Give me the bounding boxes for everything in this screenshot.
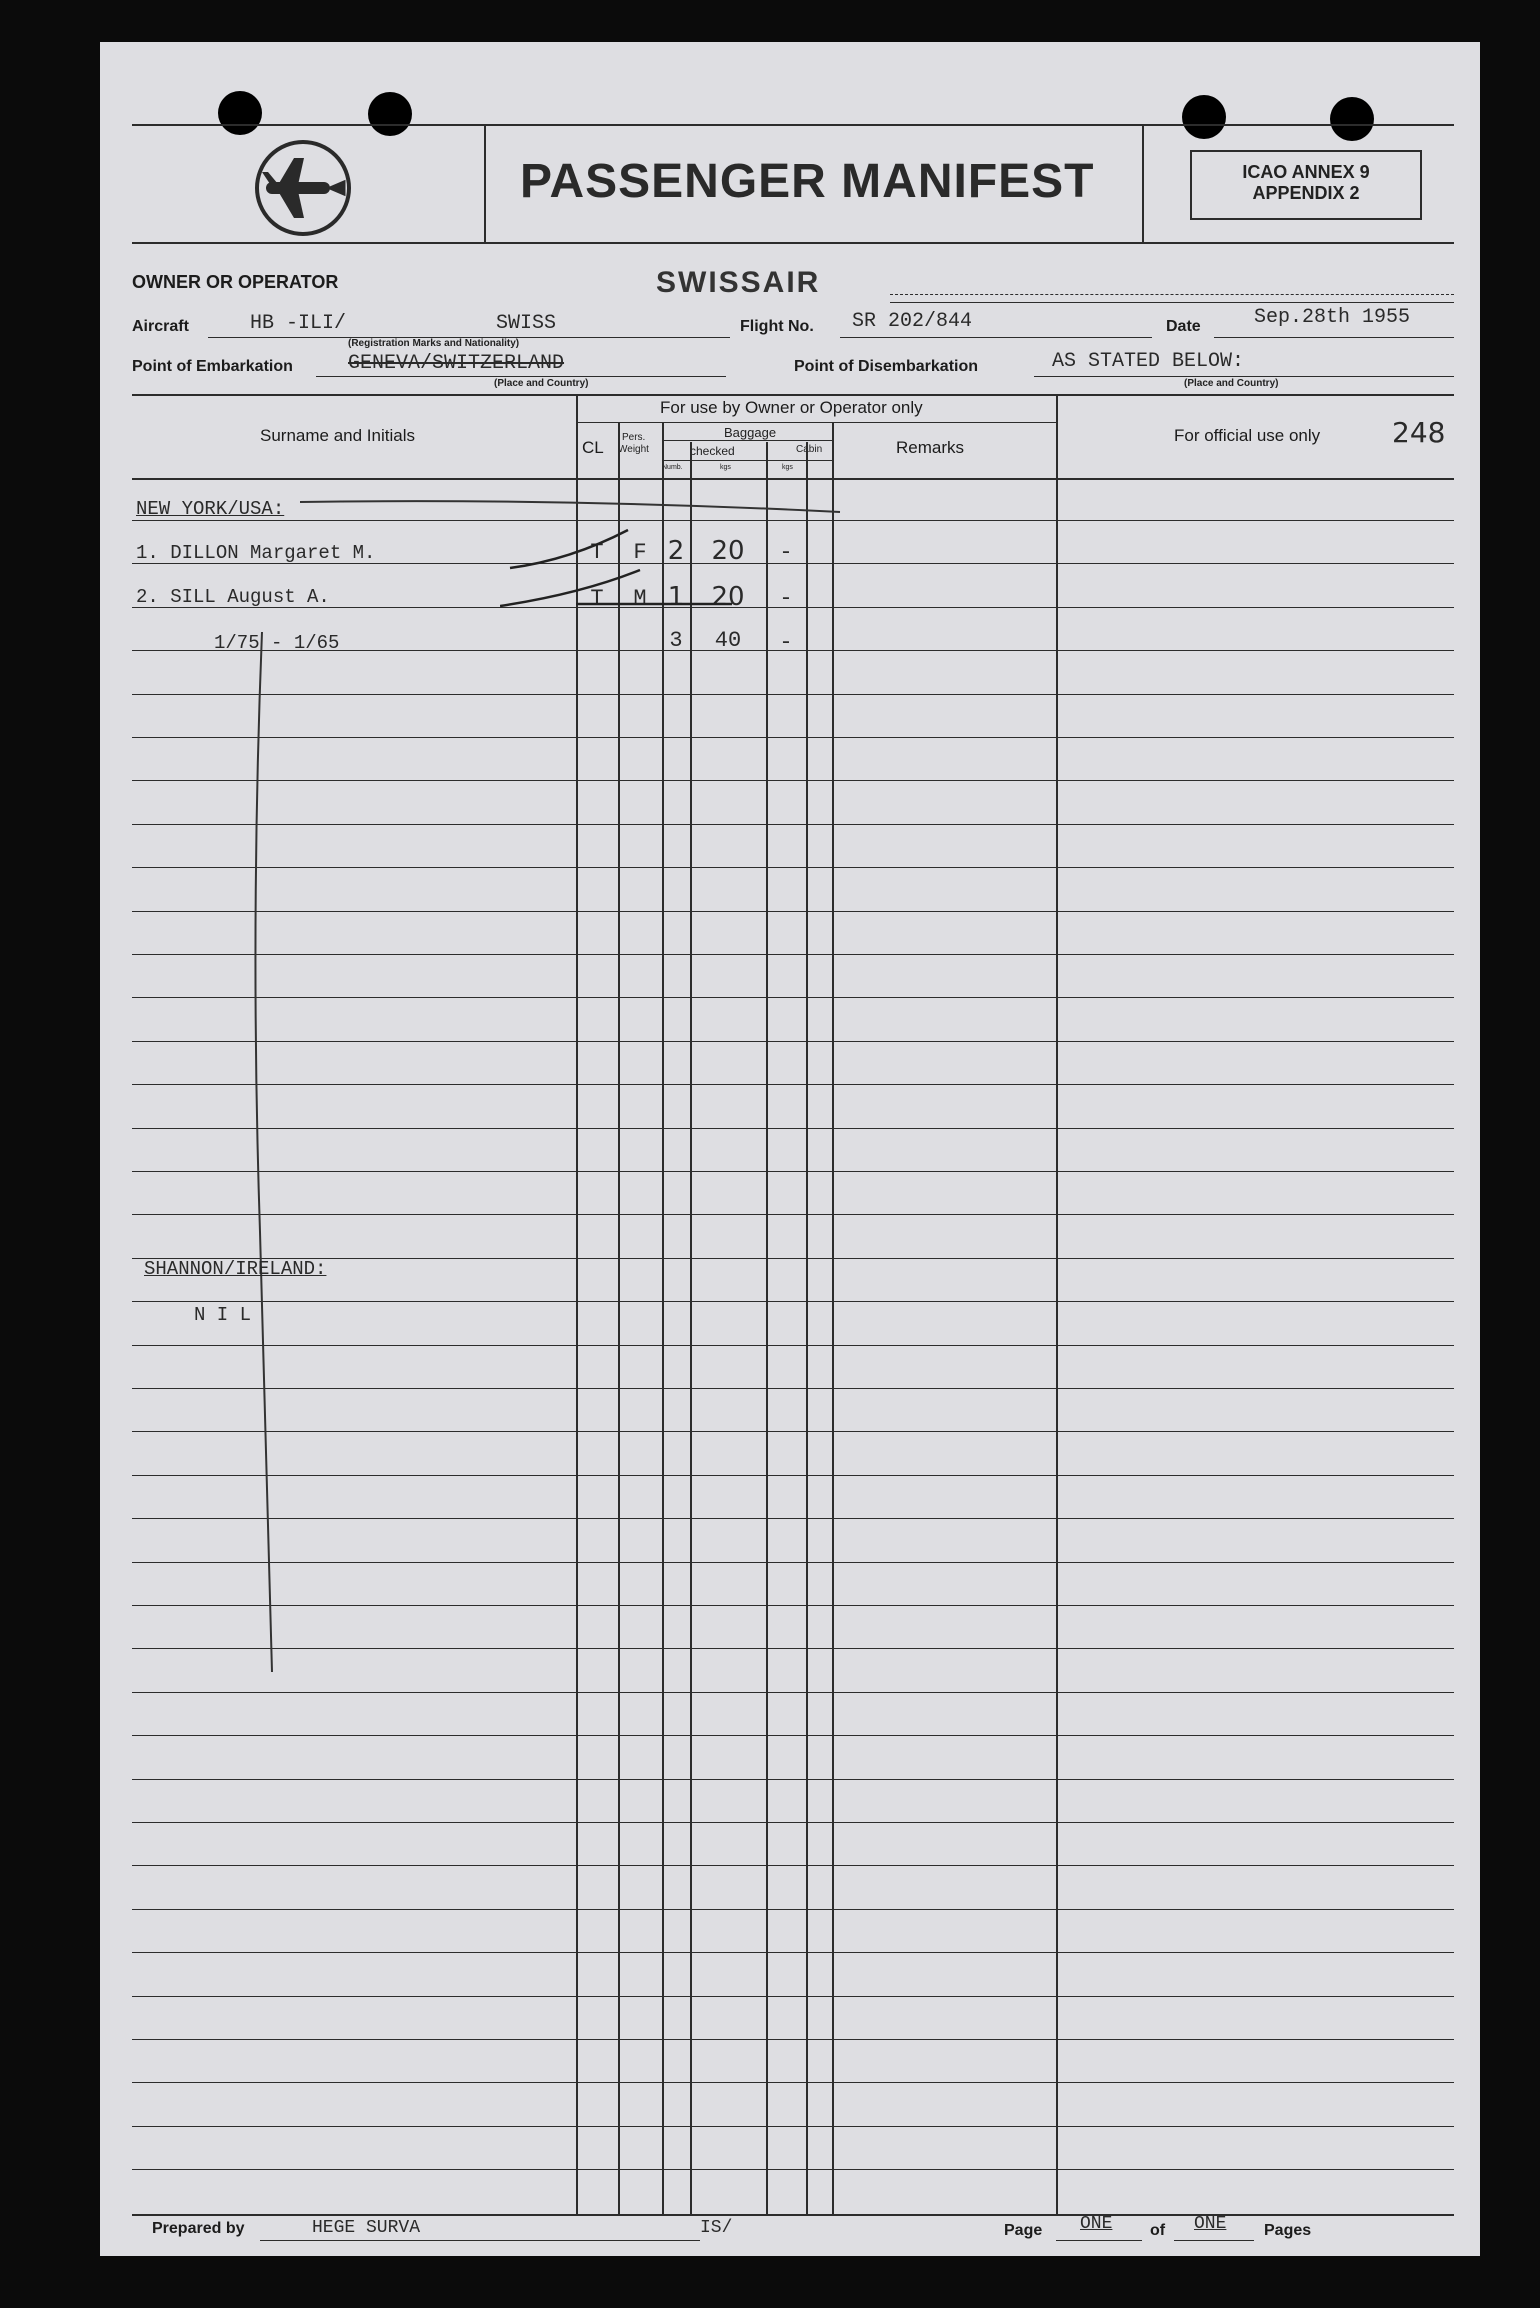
owner-use-header: For use by Owner or Operator only bbox=[660, 398, 923, 417]
official-number: 248 bbox=[1392, 416, 1446, 449]
ruled-line bbox=[132, 867, 1454, 868]
passenger-1-class: T bbox=[590, 540, 604, 565]
ruled-line bbox=[132, 1345, 1454, 1346]
ruled-line bbox=[132, 1562, 1454, 1563]
tick-strokes bbox=[500, 522, 740, 612]
disembarkation-label: Point of Disembarkation bbox=[794, 358, 979, 375]
passenger-1-kgs: 20 bbox=[711, 536, 745, 566]
ruled-line bbox=[132, 1214, 1454, 1215]
ruled-line bbox=[132, 1475, 1454, 1476]
pages-label: Pages bbox=[1264, 2222, 1312, 2239]
owner-label: OWNER OR OPERATOR bbox=[132, 272, 339, 292]
ruled-line bbox=[132, 1128, 1454, 1129]
page-value: ONE bbox=[1080, 2214, 1113, 2234]
pen-bracket-stroke bbox=[250, 632, 290, 1682]
passenger-2-sex: M bbox=[633, 586, 647, 611]
prepared-by-value: HEGE SURVA bbox=[312, 2218, 421, 2238]
ruled-line bbox=[132, 2039, 1454, 2040]
prepared-initials: IS/ bbox=[700, 2218, 733, 2238]
ruled-line bbox=[132, 1648, 1454, 1649]
of-label: of bbox=[1150, 2222, 1166, 2239]
ruled-line bbox=[132, 694, 1454, 695]
pers-header: Pers. bbox=[622, 432, 646, 443]
cabin-kgs-header: kgs bbox=[782, 464, 793, 471]
ruled-line bbox=[132, 1041, 1454, 1042]
ruled-line bbox=[132, 520, 1454, 521]
pen-stroke bbox=[300, 496, 860, 516]
ruled-line bbox=[132, 780, 1454, 781]
punch-hole bbox=[368, 92, 412, 136]
ruled-line bbox=[132, 1735, 1454, 1736]
passenger-2-bags: 1 bbox=[667, 582, 685, 612]
of-value: ONE bbox=[1194, 2214, 1227, 2234]
ruled-line bbox=[132, 1692, 1454, 1693]
icao-annex: ICAO ANNEX 9 bbox=[1242, 162, 1370, 182]
flight-label: Flight No. bbox=[740, 318, 814, 335]
numb-header: Numb. bbox=[662, 464, 683, 471]
icao-box bbox=[1190, 150, 1422, 220]
page-label: Page bbox=[1004, 2222, 1043, 2239]
ruled-line bbox=[132, 954, 1454, 955]
ruled-line bbox=[132, 1171, 1454, 1172]
ruled-line bbox=[132, 1301, 1454, 1302]
embarkation-label: Point of Embarkation bbox=[132, 358, 293, 375]
kgs-header: kgs bbox=[720, 464, 731, 471]
punch-hole bbox=[1182, 95, 1226, 139]
ruled-line bbox=[132, 1822, 1454, 1823]
punch-hole bbox=[218, 91, 262, 135]
embarkation-value: GENEVA/SWITZERLAND bbox=[348, 352, 565, 375]
icao-appendix: APPENDIX 2 bbox=[1252, 183, 1360, 203]
ruled-line bbox=[132, 737, 1454, 738]
checked-header: checked bbox=[690, 444, 735, 458]
nil-entry: N I L bbox=[194, 1304, 252, 1326]
surname-header: Surname and Initials bbox=[260, 426, 415, 445]
ruled-line bbox=[132, 2082, 1454, 2083]
ruled-line bbox=[132, 911, 1454, 912]
owner-value: SWISSAIR bbox=[656, 266, 821, 299]
totals-kgs: 40 bbox=[714, 628, 742, 653]
embarkation-sublabel: (Place and Country) bbox=[494, 378, 589, 389]
passenger-2-name: 2. SILL August A. bbox=[136, 586, 330, 608]
totals-bags: 3 bbox=[669, 628, 683, 653]
totals-cabin: - bbox=[779, 630, 793, 655]
date-label: Date bbox=[1166, 318, 1201, 335]
passenger-1-bags: 2 bbox=[667, 536, 685, 566]
ruled-line bbox=[132, 997, 1454, 998]
cl-header: CL bbox=[582, 438, 604, 457]
totals-label: 1/75 - 1/65 bbox=[214, 632, 340, 654]
form-title: PASSENGER MANIFEST bbox=[520, 155, 1095, 208]
ruled-line bbox=[132, 1605, 1454, 1606]
passenger-2-cabin: - bbox=[779, 586, 793, 611]
ruled-line bbox=[132, 824, 1454, 825]
ruled-line bbox=[132, 1518, 1454, 1519]
aircraft-label: Aircraft bbox=[132, 318, 189, 335]
ruled-line bbox=[132, 2169, 1454, 2170]
prepared-by-label: Prepared by bbox=[152, 2220, 245, 2237]
ruled-line bbox=[132, 1431, 1454, 1432]
section-shannon: SHANNON/IRELAND: bbox=[144, 1258, 327, 1280]
flight-number: SR 202/844 bbox=[852, 310, 973, 333]
aircraft-nationality: SWISS bbox=[496, 312, 557, 335]
ruled-line bbox=[132, 1084, 1454, 1085]
disembarkation-sublabel: (Place and Country) bbox=[1184, 378, 1279, 389]
weight-header: Weight bbox=[618, 444, 649, 455]
baggage-header: Baggage bbox=[724, 425, 777, 440]
ruled-line bbox=[132, 1909, 1454, 1910]
ruled-line bbox=[132, 1865, 1454, 1866]
cabin-header: Cabin bbox=[796, 444, 823, 455]
passenger-1-sex: F bbox=[633, 540, 647, 565]
airplane-logo-icon bbox=[248, 138, 358, 238]
passenger-2-kgs: 20 bbox=[711, 582, 745, 612]
official-use-header: For official use only bbox=[1174, 426, 1321, 445]
aircraft-sublabel: (Registration Marks and Nationality) bbox=[348, 338, 520, 349]
passenger-1-cabin: - bbox=[779, 540, 793, 565]
passenger-1-name: 1. DILLON Margaret M. bbox=[136, 542, 376, 564]
remarks-header: Remarks bbox=[896, 438, 965, 457]
ruled-line bbox=[132, 1258, 1454, 1259]
disembarkation-value: AS STATED BELOW: bbox=[1052, 350, 1245, 373]
ruled-line bbox=[132, 2126, 1454, 2127]
section-new-york: NEW YORK/USA: bbox=[136, 498, 285, 520]
ruled-line bbox=[132, 1388, 1454, 1389]
ruled-line bbox=[132, 1779, 1454, 1780]
aircraft-registration: HB -ILI/ bbox=[250, 312, 347, 335]
manifest-sheet bbox=[100, 42, 1480, 2256]
ruled-line bbox=[132, 1952, 1454, 1953]
ruled-line bbox=[132, 1996, 1454, 1997]
passenger-2-class: T bbox=[590, 586, 604, 611]
punch-hole bbox=[1330, 97, 1374, 141]
date-value: Sep.28th 1955 bbox=[1254, 306, 1411, 329]
